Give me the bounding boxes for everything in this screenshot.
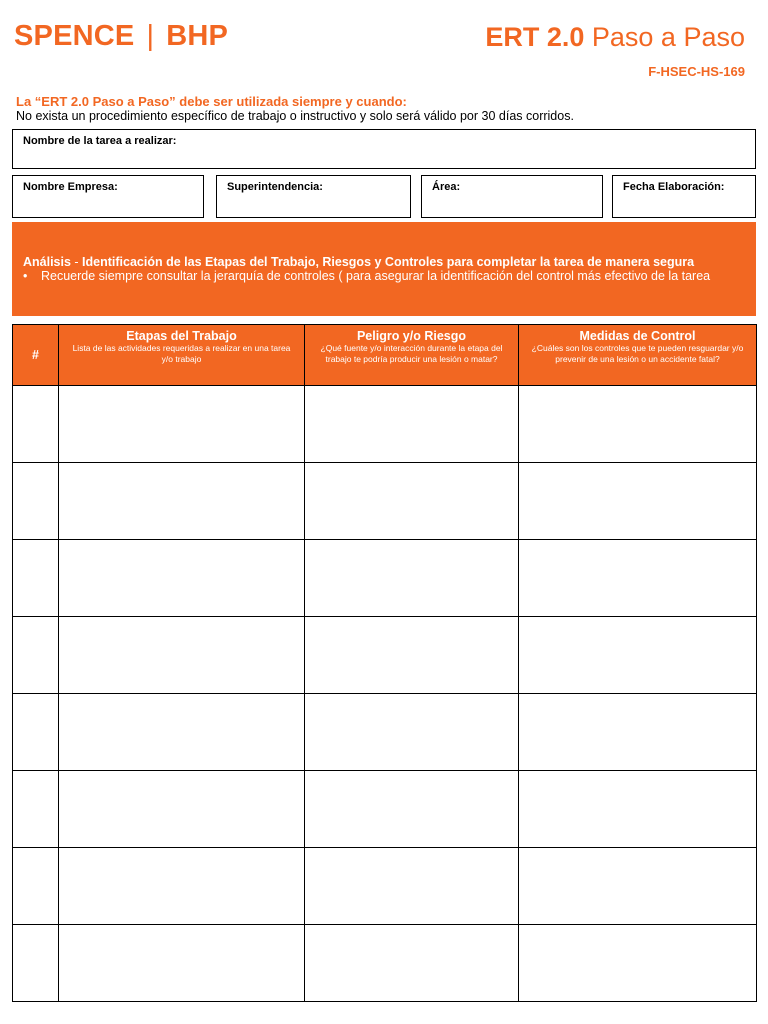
num-cell[interactable] [13, 386, 59, 463]
table-row [13, 694, 757, 771]
num-cell[interactable] [13, 771, 59, 848]
num-cell[interactable] [13, 694, 59, 771]
analysis-bullet [23, 269, 710, 283]
col-medidas-header [519, 325, 757, 386]
col-peligro-subtitle: ¿Qué fuente y/o interacción durante la etapa del trabajo te podría producir una lesión o matar? [320, 343, 503, 364]
medidas-cell[interactable] [519, 540, 757, 617]
document-title [485, 22, 745, 53]
etapas-cell[interactable] [59, 386, 305, 463]
num-cell[interactable] [13, 617, 59, 694]
col-medidas-subtitle: ¿Cuáles son los controles que te pueden resguardar y/o prevenir de una lesión o un accidente fatal? [531, 343, 744, 364]
bullet-marker: • [23, 269, 28, 283]
peligro-cell[interactable] [305, 848, 519, 925]
col-peligro-header [305, 325, 519, 386]
logo-bhp: BHP [166, 20, 229, 52]
table-row [13, 848, 757, 925]
empresa-field-label: Nombre Empresa: [23, 181, 118, 193]
num-cell[interactable] [13, 925, 59, 1002]
logo-spence: SPENCE [14, 20, 135, 52]
peligro-cell[interactable] [305, 463, 519, 540]
intro-text: No exista un procedimiento específico de trabajo o instructivo y solo será válido por 30 días corridos. [16, 109, 574, 123]
area-field-label: Área: [432, 181, 461, 193]
col-medidas-title: Medidas de Control [579, 329, 696, 343]
medidas-cell[interactable] [519, 386, 757, 463]
col-num-header: # [13, 325, 59, 386]
intro-heading: La “ERT 2.0 Paso a Paso” debe ser utilizada siempre y cuando: [16, 94, 407, 109]
peligro-cell[interactable] [305, 771, 519, 848]
table-row [13, 925, 757, 1002]
analysis-heading-rest: Identificación de las Etapas del Trabajo, Riesgos y Controles para completar la tarea de manera segura [82, 255, 695, 269]
analysis-banner [12, 222, 756, 316]
etapas-cell[interactable] [59, 617, 305, 694]
superintendencia-field-label: Superintendencia: [227, 181, 323, 193]
document-code: F-HSEC-HS-169 [648, 64, 745, 79]
table-row [13, 386, 757, 463]
analysis-bullet-text: Recuerde siempre consultar la jerarquía de controles ( para asegurar la identificación del control más efectivo de la tarea [41, 269, 711, 283]
etapas-cell[interactable] [59, 694, 305, 771]
medidas-cell[interactable] [519, 694, 757, 771]
etapas-cell[interactable] [59, 463, 305, 540]
peligro-cell[interactable] [305, 540, 519, 617]
superintendencia-field[interactable] [216, 175, 411, 218]
medidas-cell[interactable] [519, 925, 757, 1002]
num-cell[interactable] [13, 540, 59, 617]
col-peligro-title: Peligro y/o Riesgo [356, 329, 467, 343]
document-title-rest: Paso a Paso [591, 22, 745, 52]
analysis-heading-dash: - [70, 255, 83, 269]
fecha-field-label: Fecha Elaboración: [623, 181, 725, 193]
empresa-field[interactable] [12, 175, 204, 218]
etapas-cell[interactable] [59, 540, 305, 617]
table-body [13, 386, 757, 1002]
analysis-heading [23, 255, 694, 269]
medidas-cell[interactable] [519, 848, 757, 925]
etapas-cell[interactable] [59, 771, 305, 848]
medidas-cell[interactable] [519, 771, 757, 848]
area-field[interactable] [421, 175, 603, 218]
table-header-row [13, 325, 757, 386]
num-cell[interactable] [13, 463, 59, 540]
fecha-field[interactable] [612, 175, 756, 218]
col-etapas-header [59, 325, 305, 386]
ert-table [12, 324, 757, 1002]
col-etapas-title: Etapas del Trabajo [126, 329, 237, 343]
tarea-field-label: Nombre de la tarea a realizar: [23, 135, 177, 147]
tarea-field[interactable] [12, 129, 756, 169]
peligro-cell[interactable] [305, 925, 519, 1002]
table-row [13, 771, 757, 848]
col-etapas-subtitle: Lista de las actividades requeridas a realizar en una tarea y/o trabajo [72, 343, 291, 364]
spence-bhp-logo [14, 20, 228, 53]
analysis-heading-lead: Análisis [23, 255, 71, 269]
etapas-cell[interactable] [59, 848, 305, 925]
table-row [13, 617, 757, 694]
peligro-cell[interactable] [305, 386, 519, 463]
num-cell[interactable] [13, 848, 59, 925]
logo-separator: | [146, 20, 155, 52]
peligro-cell[interactable] [305, 694, 519, 771]
medidas-cell[interactable] [519, 617, 757, 694]
medidas-cell[interactable] [519, 463, 757, 540]
table-row [13, 463, 757, 540]
peligro-cell[interactable] [305, 617, 519, 694]
table-row [13, 540, 757, 617]
document-title-bold: ERT 2.0 [485, 22, 585, 52]
etapas-cell[interactable] [59, 925, 305, 1002]
